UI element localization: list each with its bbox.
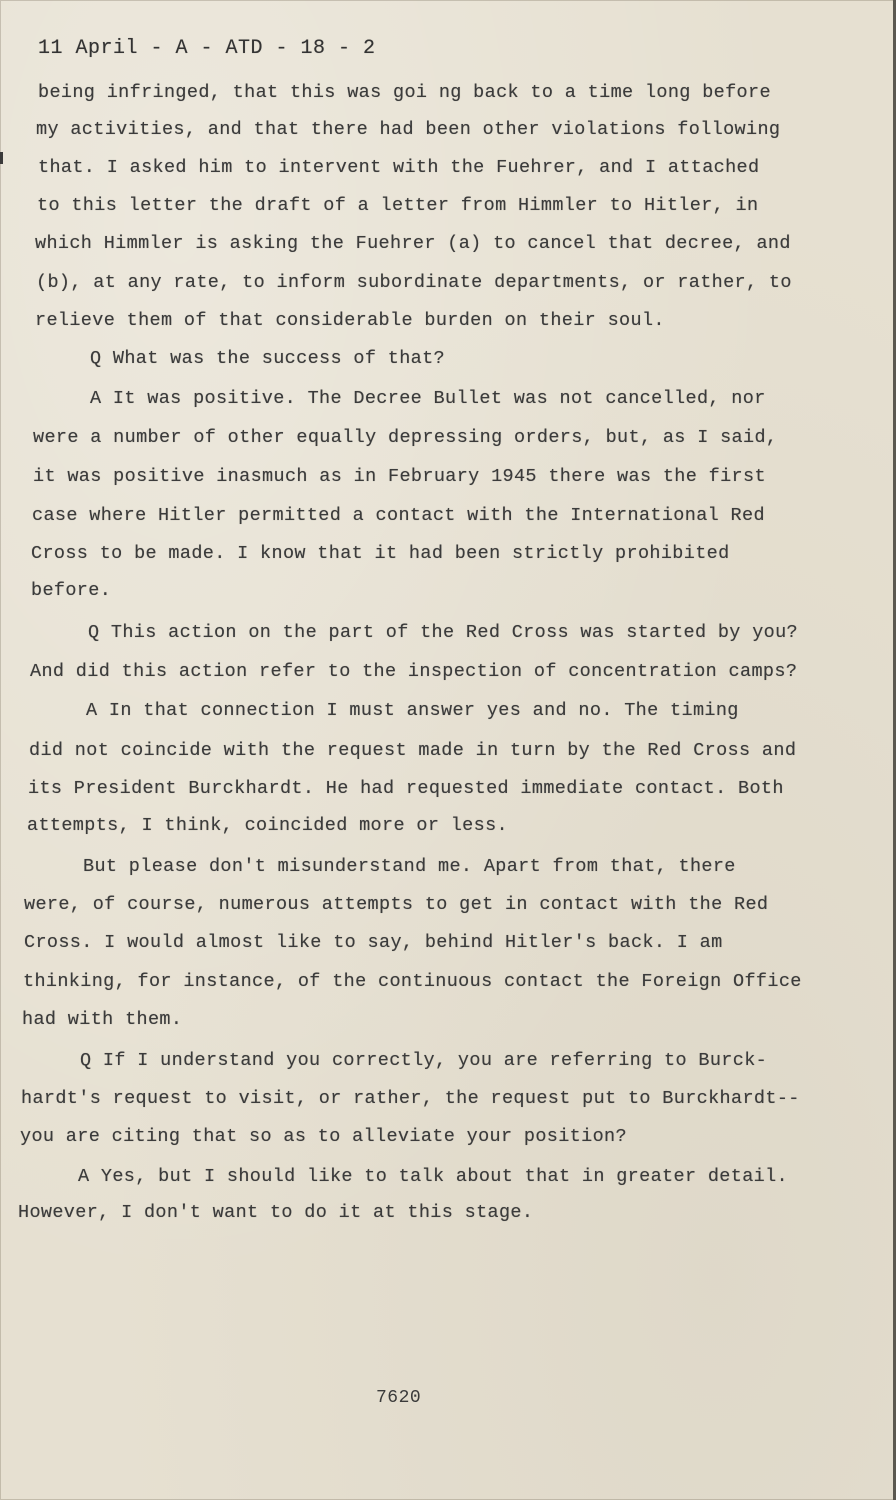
page-number: 7620 bbox=[376, 1388, 422, 1408]
text-line: did not coincide with the request made in turn by the Red Cross and bbox=[29, 740, 797, 761]
text-line: A It was positive. The Decree Bullet was not cancelled, nor bbox=[90, 388, 766, 409]
margin-mark bbox=[0, 152, 3, 164]
text-line: Q What was the success of that? bbox=[90, 348, 446, 369]
text-line: were, of course, numerous attempts to get in contact with the Red bbox=[24, 894, 769, 915]
text-line: my activities, and that there had been other violations following bbox=[36, 119, 781, 140]
page-header: 11 April - A - ATD - 18 - 2 bbox=[38, 37, 376, 60]
text-line: which Himmler is asking the Fuehrer (a) to cancel that decree, and bbox=[35, 233, 791, 254]
text-line: (b), at any rate, to inform subordinate departments, or rather, to bbox=[36, 272, 792, 293]
text-line: to this letter the draft of a letter from Himmler to Hitler, in bbox=[37, 195, 759, 216]
text-line: A Yes, but I should like to talk about that in greater detail. bbox=[78, 1166, 789, 1187]
text-line: Cross. I would almost like to say, behind Hitler's back. I am bbox=[24, 932, 723, 953]
text-line: you are citing that so as to alleviate your position? bbox=[20, 1126, 627, 1147]
text-line: attempts, I think, coincided more or less. bbox=[27, 815, 508, 836]
text-line: were a number of other equally depressing orders, but, as I said, bbox=[33, 427, 778, 448]
text-line: Q This action on the part of the Red Cross was started by you? bbox=[88, 622, 799, 643]
text-line: And did this action refer to the inspection of concentration camps? bbox=[30, 661, 798, 682]
text-line: that. I asked him to intervent with the Fuehrer, and I attached bbox=[38, 157, 760, 178]
text-line: However, I don't want to do it at this stage. bbox=[18, 1202, 534, 1223]
text-line: thinking, for instance, of the continuous contact the Foreign Office bbox=[23, 971, 802, 992]
text-line: being infringed, that this was goi ng back to a time long before bbox=[38, 82, 771, 103]
text-line: Cross to be made. I know that it had been strictly prohibited bbox=[31, 543, 730, 564]
text-line: had with them. bbox=[22, 1009, 183, 1030]
text-line: it was positive inasmuch as in February 1945 there was the first bbox=[33, 466, 766, 487]
text-line: before. bbox=[31, 580, 112, 601]
text-line: A In that connection I must answer yes and no. The timing bbox=[86, 700, 739, 721]
text-line: relieve them of that considerable burden on their soul. bbox=[35, 310, 665, 331]
text-line: its President Burckhardt. He had requested immediate contact. Both bbox=[28, 778, 784, 799]
text-line: Q If I understand you correctly, you are referring to Burck- bbox=[80, 1050, 768, 1071]
text-line: hardt's request to visit, or rather, the request put to Burckhardt-- bbox=[21, 1088, 800, 1109]
text-line: But please don't misunderstand me. Apart from that, there bbox=[83, 856, 736, 877]
text-line: case where Hitler permitted a contact with the International Red bbox=[32, 505, 765, 526]
